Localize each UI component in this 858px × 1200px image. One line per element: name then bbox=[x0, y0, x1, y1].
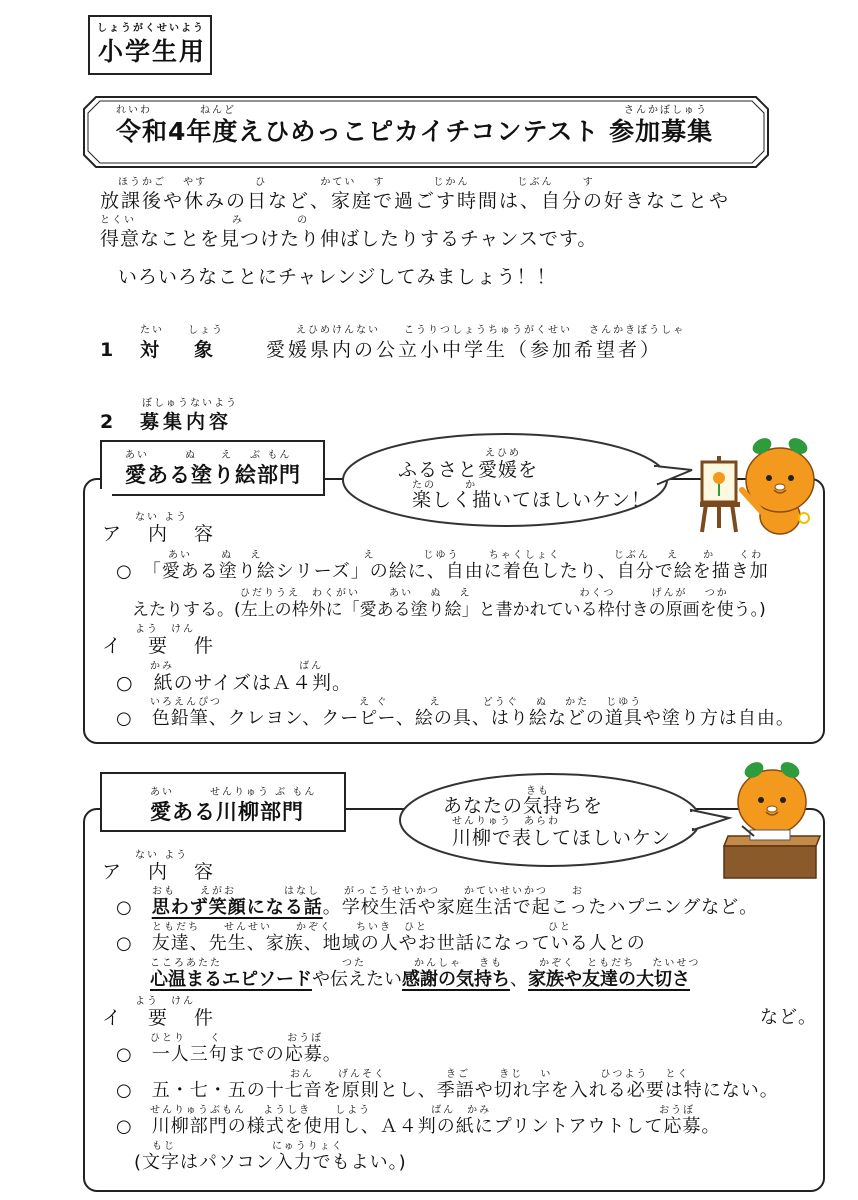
section2-a1-bold: 思わず笑顔になる話 bbox=[151, 897, 323, 918]
page-title: 令和4年度えひめっこピカイチコンテスト 参加募集 bbox=[116, 117, 714, 146]
item1-ruby: たい しょう えひめけんない こうりつしょうちゅうがくせい さんかきぼうしゃ bbox=[140, 325, 686, 336]
intro-ruby-2: とくい み の bbox=[100, 215, 310, 226]
section1-i1: ○ 紙のサイズはＡ４判。 bbox=[116, 672, 353, 694]
section2-i4-ruby: もじ にゅうりょく bbox=[152, 1141, 344, 1152]
bubble2-ruby-2: せんりゅう あらわ bbox=[452, 816, 560, 827]
section2-a1-ruby: おも えがお はなし がっこうせいかつ かていせいかつ お bbox=[152, 886, 584, 897]
section2-a3-sep: 、 bbox=[510, 969, 528, 990]
section2-tab-title: 愛ある川柳部門 bbox=[150, 800, 304, 824]
section2-i3: ○ 川柳部門の様式を使用し、Ａ４判の紙にプリントアウトして応募。 bbox=[116, 1116, 721, 1137]
bubble2-line-2: 川柳で表してほしいケン bbox=[452, 827, 672, 849]
item2-number: 2 bbox=[100, 411, 115, 433]
intro-line-3: いろいろなことにチャレンジしてみましょう！！ bbox=[118, 266, 557, 288]
bubble1-line-2: 楽しく描いてほしいケン！ bbox=[412, 489, 652, 511]
section1-i1-ruby: かみ ばん bbox=[150, 661, 324, 672]
section1-a-ruby: ない よう bbox=[135, 512, 189, 523]
bubble1-ruby: えひめ bbox=[485, 448, 521, 459]
section2-a3-end: など。 bbox=[760, 1007, 817, 1028]
section1-a1-line-2: えたりする。(左上の枠外に「愛ある塗り絵」と書かれている枠付きの原画を使う。) bbox=[132, 600, 766, 620]
section2-a2-ruby: ともだち せんせい かぞく ちいき ひと ひと bbox=[152, 922, 572, 933]
section2-a1-line: ○ 思わず笑顔になる話。学校生活や家庭生活で起こったハプニングなど。 bbox=[116, 897, 759, 918]
section2-i2-ruby: おん げんそく きご きじ い ひつよう とく bbox=[290, 1069, 690, 1080]
section1-i-label: イ 要 件 bbox=[102, 635, 218, 657]
item1-number: 1 bbox=[100, 339, 115, 361]
intro-ruby-1: ほうかご やす ひ かてい す じかん じぶん す bbox=[118, 177, 595, 188]
section1-a1-line-1: ○ 「愛ある塗り絵シリーズ」の絵に、自由に着色したり、自分で絵を描き加 bbox=[116, 561, 769, 582]
section2-a3-line bbox=[150, 968, 690, 992]
section1-tab-ruby: あい ぬ え ぶ もん bbox=[125, 450, 292, 461]
item2-label: 募集内容 bbox=[140, 411, 233, 433]
section2-a3-bold-2: 感謝の気持ち bbox=[402, 969, 510, 990]
section2-a-ruby: ない よう bbox=[135, 850, 189, 861]
intro-line-1: 放課後や休みの日など、家庭で過ごす時間は、自分の好きなことや bbox=[100, 190, 731, 212]
section2-a-label: ア 内 容 bbox=[102, 861, 218, 883]
section2-i3-ruby: せんりゅうぶもん ようしき しよう ばん かみ おうぼ bbox=[150, 1105, 696, 1116]
section2-a2-line: ○ 友達、先生、家族、地域の人やお世話になっている人との bbox=[116, 933, 646, 954]
section2-i2: ○ 五・七・五の十七音を原則とし、季語や切れ字を入れる必要は特にない。 bbox=[116, 1080, 779, 1101]
section2-i-label: イ 要 件 bbox=[102, 1007, 218, 1029]
grade-ruby: しょうがくせいよう bbox=[97, 23, 205, 34]
bubble2-line-1: あなたの気持ちを bbox=[443, 795, 604, 817]
item1-label: 対 象 bbox=[140, 339, 222, 361]
mascot-writing-illustration bbox=[720, 760, 824, 880]
section1-i-ruby: よう けん bbox=[135, 624, 195, 635]
bubble1-ruby-2: たの か bbox=[412, 480, 478, 491]
section1-i2: ○ 色鉛筆、クレヨン、クーピー、絵の具、はり絵などの道具や塗り方は自由。 bbox=[116, 708, 795, 729]
grade-title: 小学生用 bbox=[98, 37, 207, 66]
section1-tab-title: 愛ある塗り絵部門 bbox=[125, 463, 301, 487]
section2-a3-bold-1: 心温まるエピソード bbox=[150, 969, 312, 990]
bubble2-ruby: きも bbox=[526, 786, 550, 797]
section1-a1-ruby-2: ひだりうえ わくがい あい ぬ え わくつ げんが つか bbox=[240, 588, 729, 599]
section2-i-ruby: よう けん bbox=[135, 996, 195, 1007]
section2-a1-rest: 。学校生活や家庭生活で起こったハプニングなど。 bbox=[322, 897, 759, 918]
mascot-painting-illustration bbox=[692, 432, 820, 536]
section2-speech-bubble bbox=[395, 770, 735, 870]
section1-a1-ruby: あい ぬ え え じゆう ちゃくしょく じぶん え か くわ bbox=[168, 550, 764, 561]
section2-a3-bold-3: 家族や友達の大切さ bbox=[528, 969, 690, 990]
section2-i4: (文字はパソコン入力でもよい。) bbox=[134, 1152, 407, 1173]
section2-i1: ○ 一人三句までの応募。 bbox=[116, 1044, 342, 1065]
intro-line-2: 得意なことを見つけたり伸ばしたりするチャンスです。 bbox=[100, 228, 598, 250]
title-ruby-reiwa: れいわ bbox=[116, 105, 152, 116]
section2-i1-ruby: ひとり く おうぼ bbox=[150, 1033, 324, 1044]
section1-i2-ruby: いろえんぴつ え ぐ え どうぐ ぬ かた じゆう bbox=[150, 697, 643, 708]
section2-a3-mid: や伝えたい bbox=[312, 969, 402, 990]
section2-a2: 友達、先生、家族、地域の人やお世話になっている人との bbox=[151, 933, 646, 954]
item1-value: 愛媛県内の公立小中学生（参加希望者） bbox=[266, 339, 663, 361]
section2-tab-ruby: あい せんりゅう ぶ もん bbox=[150, 787, 317, 798]
section2-a3-ruby: こころあたた つた かんしゃ きも かぞく ともだち たいせつ bbox=[150, 958, 701, 969]
section1-a-label: ア 内 容 bbox=[102, 523, 218, 545]
item2-ruby: ぼしゅうないよう bbox=[142, 398, 238, 409]
title-ruby-nendo: ねんど bbox=[200, 105, 236, 116]
title-ruby-sanka: さんかぼしゅう bbox=[624, 105, 708, 116]
bubble1-line-1: ふるさと愛媛を bbox=[398, 459, 539, 481]
